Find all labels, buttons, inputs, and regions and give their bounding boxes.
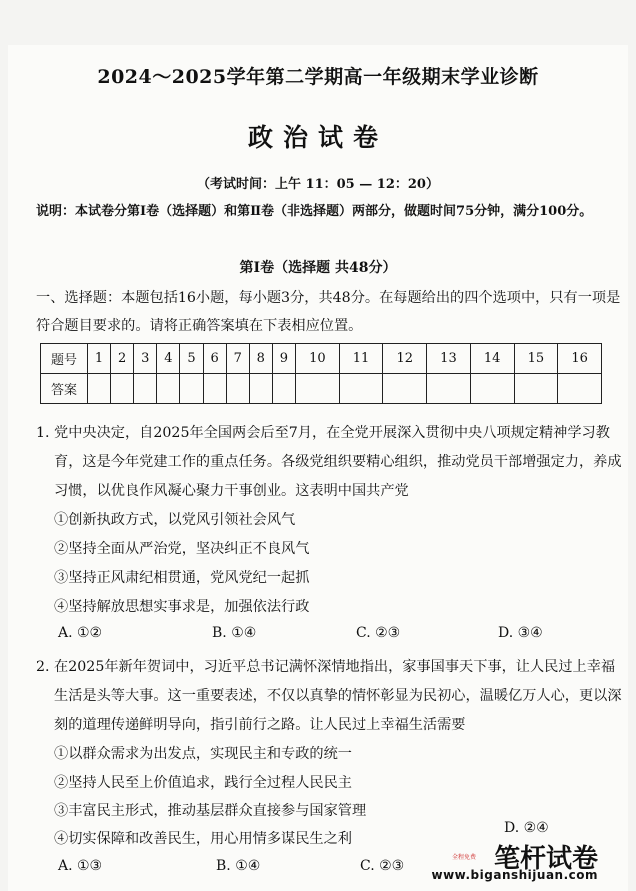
question-1-option-b[interactable]: B. ①④ [212,625,257,641]
section-intro-line2: 符合题目要求的。请将正确答案填在下表相应位置。 [36,318,363,334]
question-2-option-d[interactable]: D. ②④ [504,820,549,836]
answer-cell[interactable] [295,374,339,404]
question-number: 11 [339,344,383,374]
exam-title: 2024～2025学年第二学期高一年级期末学业诊断 [97,66,539,88]
answer-cell[interactable] [111,374,134,404]
instructions: 说明：本试卷分第Ⅰ卷（选择题）和第Ⅱ卷（非选择题）两部分，做题时间75分钟，满分100分。 [36,204,593,219]
answer-cell[interactable] [157,374,180,404]
question-2-line-3: 刻的道理传递鲜明导向，指引前行之路。让人民过上幸福生活需要 [54,717,466,733]
question-2-option-a[interactable]: A. ①③ [58,858,103,874]
question-number: 3 [134,344,157,374]
question-2-option-c[interactable]: C. ②③ [360,858,405,874]
question-2-option-b[interactable]: B. ①④ [216,858,261,874]
answer-cell[interactable] [180,374,203,404]
answer-cell[interactable] [514,374,558,404]
question-1-option-c[interactable]: C. ②③ [356,625,401,641]
question-number: 2 [111,344,134,374]
question-number: 7 [226,344,249,374]
row-label: 答案 [41,374,88,404]
row-label: 题号 [41,344,88,374]
watermark-logo-text: 笔杆试卷 [493,844,598,874]
question-1-line-1: 1. 党中央决定，自2025年全国两会后至7月，在全党开展深入贯彻中央八项规定精神学习教 [36,425,610,441]
section-title: 第Ⅰ卷（选择题 共48分） [239,260,397,276]
answer-cell[interactable] [226,374,249,404]
answer-cell[interactable] [470,374,514,404]
answer-cell[interactable] [272,374,295,404]
question-number: 9 [272,344,295,374]
answer-cell[interactable] [558,374,602,404]
question-1-statement: ④坚持解放思想实事求是，加强依法行政 [54,599,310,615]
question-number: 1 [88,344,111,374]
question-2-statement: ①以群众需求为出发点，实现民主和专政的统一 [54,746,352,762]
question-2-line-1: 2. 在2025年新年贺词中，习近平总书记满怀深情地指出，家事国事天下事，让人民过上幸福 [36,659,616,675]
question-number: 14 [470,344,514,374]
question-2-statement: ④切实保障和改善民生，用心用情多谋民生之利 [54,831,352,847]
table-row [41,344,602,374]
question-1-line-2: 育，这是今年党建工作的重点任务。各级党组织要精心组织，推动党员干部增强定力，养成 [54,454,622,470]
answer-cell[interactable] [88,374,111,404]
answer-cell[interactable] [203,374,226,404]
question-number: 12 [383,344,427,374]
question-1-statement: ③坚持正风肃纪相贯通，党风党纪一起抓 [54,570,310,586]
question-1-line-3: 习惯，以优良作风凝心聚力干事创业。这表明中国共产党 [54,483,409,499]
question-1-option-a[interactable]: A. ①② [58,625,103,641]
answer-cell[interactable] [427,374,471,404]
answer-cell[interactable] [134,374,157,404]
question-number: 4 [157,344,180,374]
question-1-option-d[interactable]: D. ③④ [498,625,543,641]
question-number: 13 [427,344,471,374]
answer-cell[interactable] [249,374,272,404]
question-number: 5 [180,344,203,374]
question-1-statement: ②坚持全面从严治党，坚决纠正不良风气 [54,541,310,557]
exam-time: （考试时间：上午 11：05 — 12：20） [197,177,439,192]
question-number: 16 [558,344,602,374]
table-row [41,374,602,404]
question-number: 15 [514,344,558,374]
watermark-tag: 全程免费 [451,854,476,861]
watermark-url[interactable]: www.biganshijuan.com [431,868,598,882]
question-number: 8 [249,344,272,374]
answer-table [40,343,602,404]
question-1-statement: ①创新执政方式，以党风引领社会风气 [54,512,296,528]
answer-cell[interactable] [383,374,427,404]
question-2-statement: ③丰富民主形式，推动基层群众直接参与国家管理 [54,803,367,819]
section-intro-line1: 一、选择题：本题包括16小题，每小题3分，共48分。在每题给出的四个选项中，只有一项是 [36,290,621,306]
question-number: 6 [203,344,226,374]
question-number: 10 [295,344,339,374]
answer-cell[interactable] [339,374,383,404]
question-2-line-2: 生活是头等大事。这一重要表述，不仅以真挚的情怀彰显为民初心，温暖亿万人心，更以深 [54,688,622,704]
question-2-statement: ②坚持人民至上价值追求，践行全过程人民民主 [54,775,352,791]
subject-title: 政治试卷 [247,123,388,152]
